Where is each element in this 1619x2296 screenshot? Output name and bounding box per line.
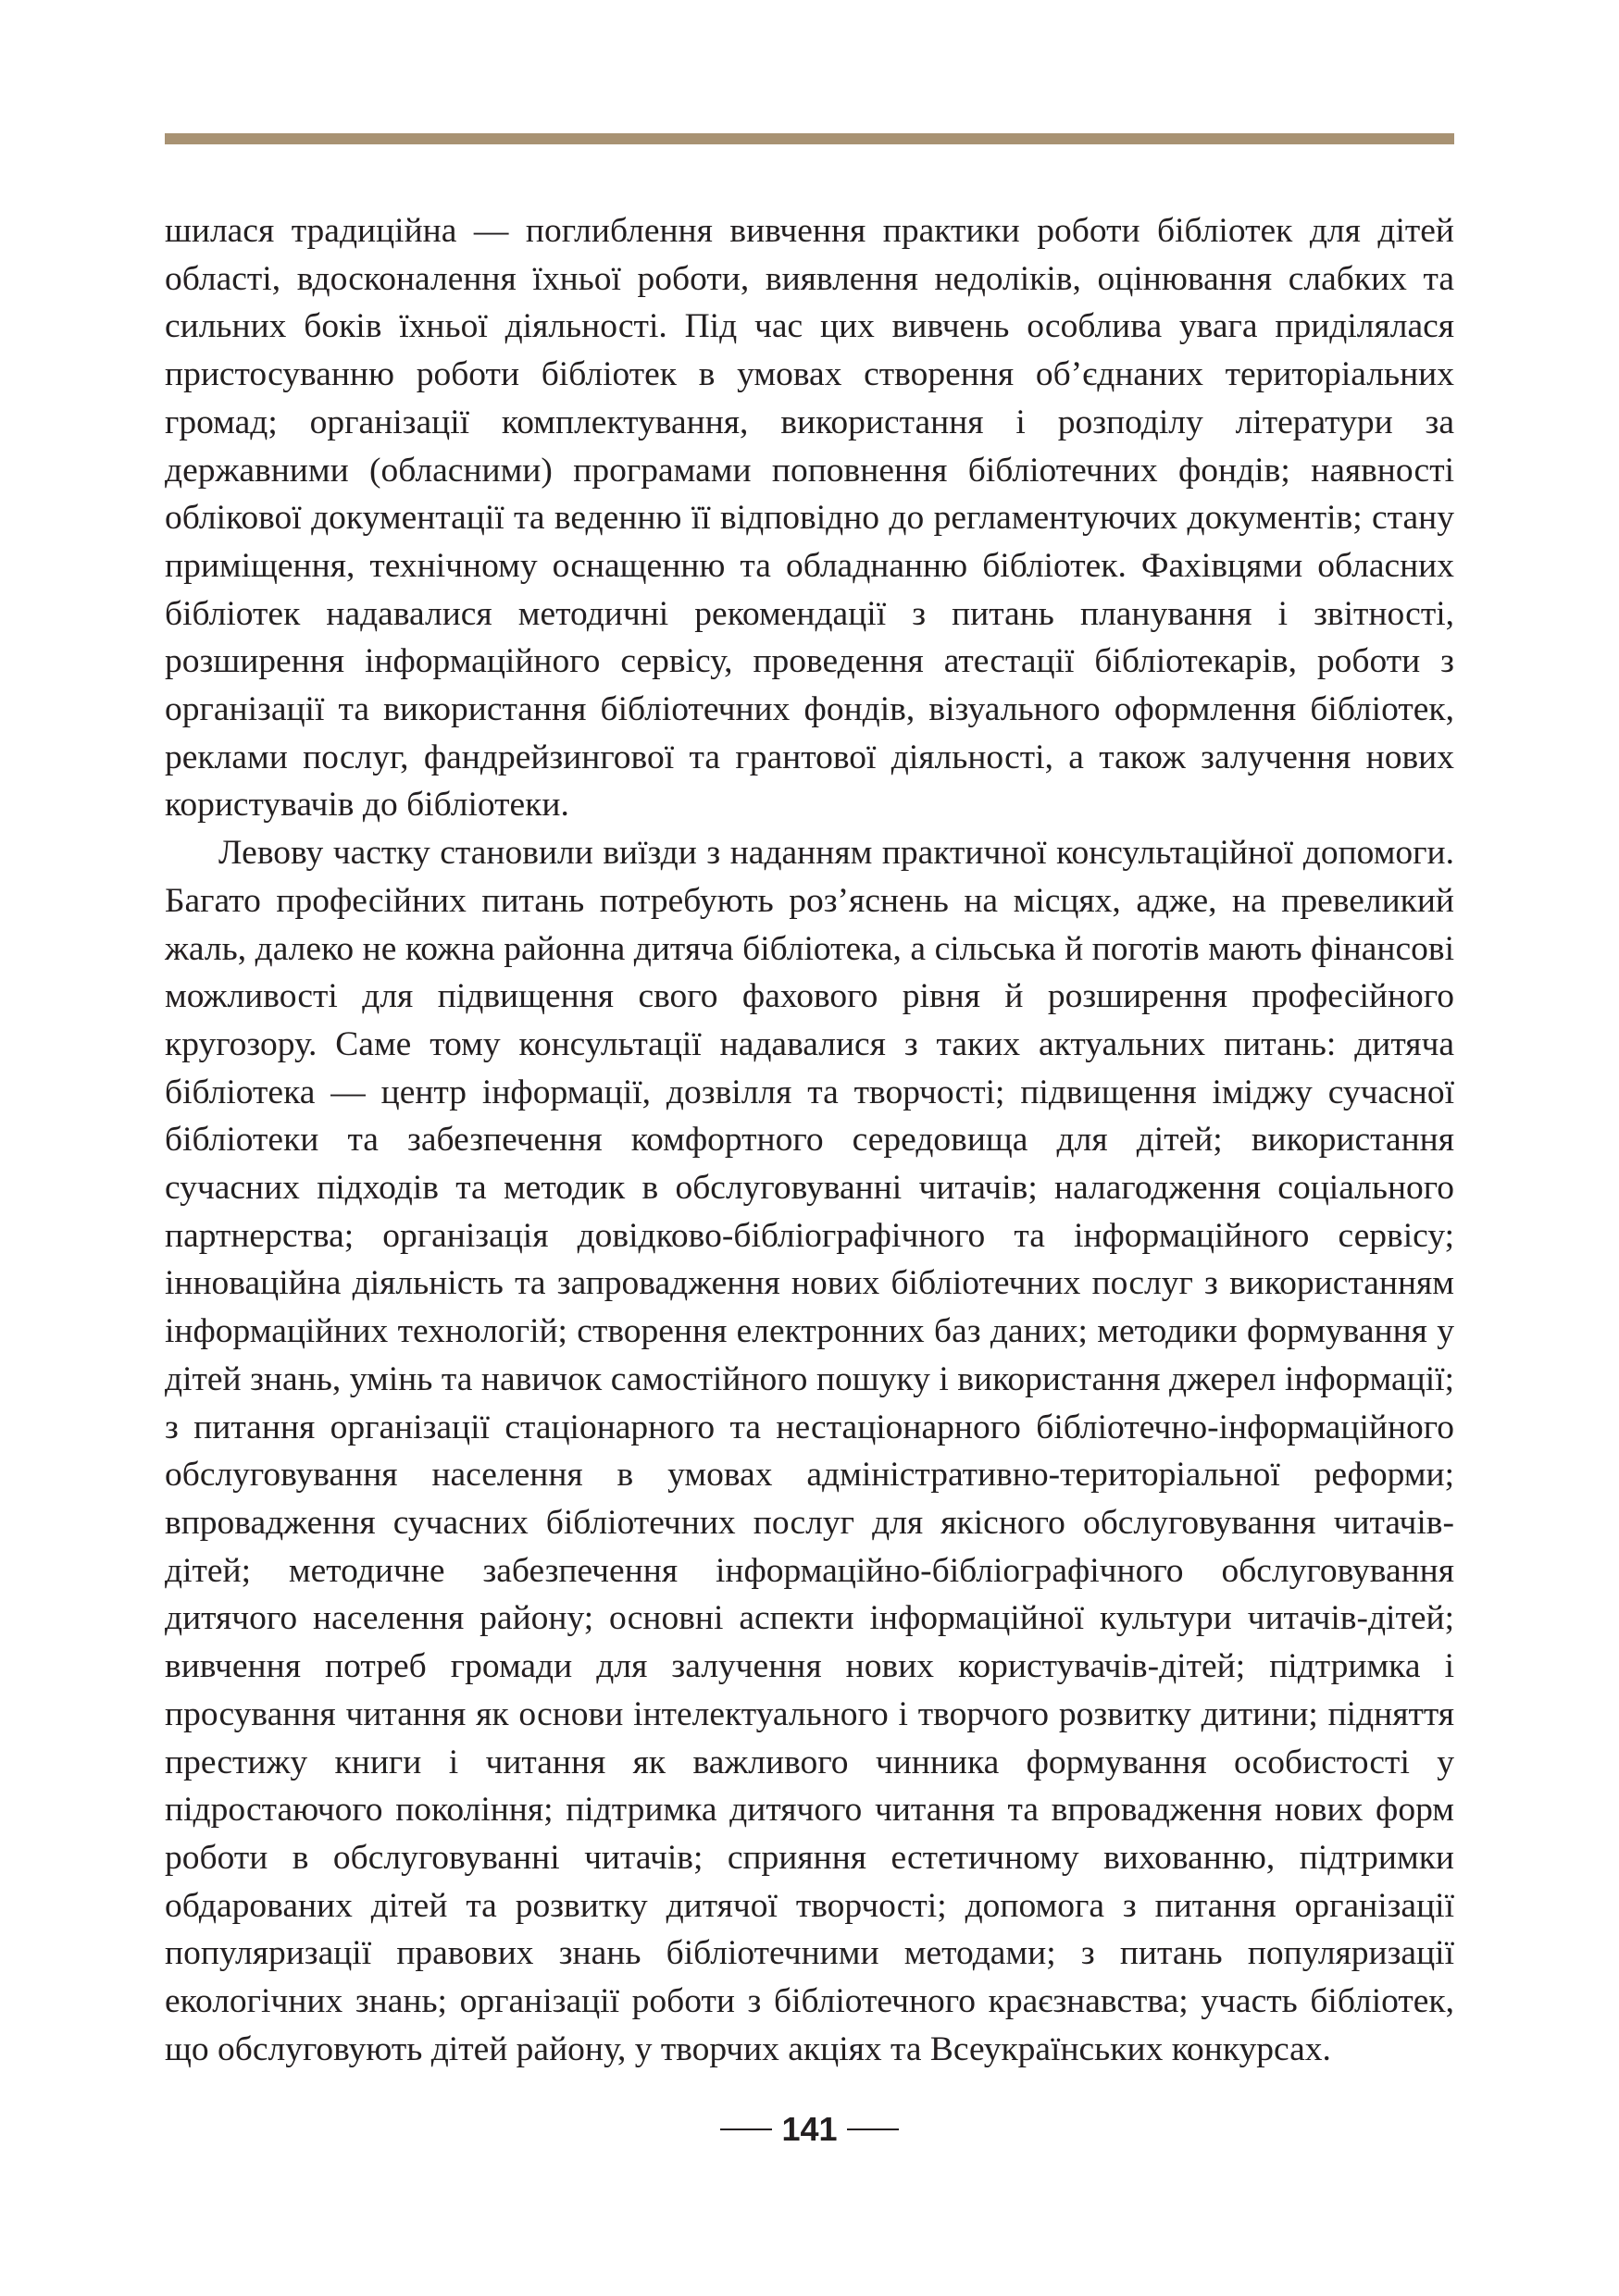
paragraph-1: шилася традиційна — поглиблення вивчення практики роботи бібліотек для дітей області, вдосконалення їхньої роботи, виявлення недоліків, оцінювання слабких та сильних боків їхньої діяльності. Під час цих вивчень особлива увага приділялася пристосуванню роботи бібліотек в умовах створення об’єднаних територіальних громад; організації комплектування, використання і розподілу літератури за державними (обласними) програмами поповнення бібліотечних фондів; наявності облікової документації та веденню її відповідно до регламентуючих документів; стану приміщення, технічному оснащенню та обладнанню бібліотек. Фахівцями обласних бібліотек надавалися методичні рекомендації з питань планування і звітності, розширення інформаційного сервісу, проведення атестації бібліотекарів, роботи з організації та використання бібліотечних фондів, візуального оформлення бібліотек, реклами послуг, фандрейзингової та грантової діяльності, а також залучення нових користувачів до бібліотеки. (165, 212, 1454, 825)
paragraph-2: Левову частку становили виїзди з наданням практичної консультаційної допомоги. Багато професійних питань потребують роз’яснень на місцях, адже, на превеликий жаль, далеко не кожна районна дитяча бібліотека, а сільська й поготів мають фінансові можливості для підвищення свого фахового рівня й розширення професійного кругозору. Саме тому консультації надавалися з таких актуальних питань: дитяча бібліотека — центр інформації, дозвілля та творчості; підвищення іміджу сучасної бібліотеки та забезпечення комфортного середовища для дітей; використання сучасних підходів та методик в обслуговуванні читачів; налагодження соціального партнерства; організація довідково-бібліографічного та інформаційного сервісу; інноваційна діяльність та запровадження нових бібліотечних послуг з використанням інформаційних технологій; створення електронних баз даних; методики формування у дітей знань, умінь та навичок самостійного пошуку і використання джерел інформації; з питання організації стаціонарного та нестаціонарного бібліотечно-інформаційного обслуговування населення в умовах адміністративно-територіальної реформи; впровадження сучасних бібліотечних послуг для якісного обслуговування читачів-дітей; методичне забезпечення інформаційно-бібліографічного обслуговування дитячого населення району; основні аспекти інформаційної культури читачів-дітей; вивчення потреб громади для залучення нових користувачів-дітей; підтримка і просування читання як основи інтелектуального і творчого розвитку дитини; підняття престижу книги і читання як важливого чинника формування особистості у підростаючого покоління; підтримка дитячого читання та впровадження нових форм роботи в обслуговуванні читачів; сприяння естетичному вихованню, підтримки обдарованих дітей та розвитку дитячої творчості; допомога з питання організації популяризації правових знань бібліотечними методами; з питань популяризації екологічних знань; організації роботи з бібліотечного краєзнавства; участь бібліотек, що обслуговують дітей району, у творчих акціях та Всеукраїнських конкурсах. (165, 834, 1454, 2068)
header-rule (165, 133, 1454, 144)
footer-line-right (847, 2128, 899, 2130)
page-footer (0, 2106, 1619, 2153)
body-text (165, 207, 1454, 2073)
footer-line-left (720, 2128, 772, 2130)
page-number: 141 (781, 2110, 838, 2148)
